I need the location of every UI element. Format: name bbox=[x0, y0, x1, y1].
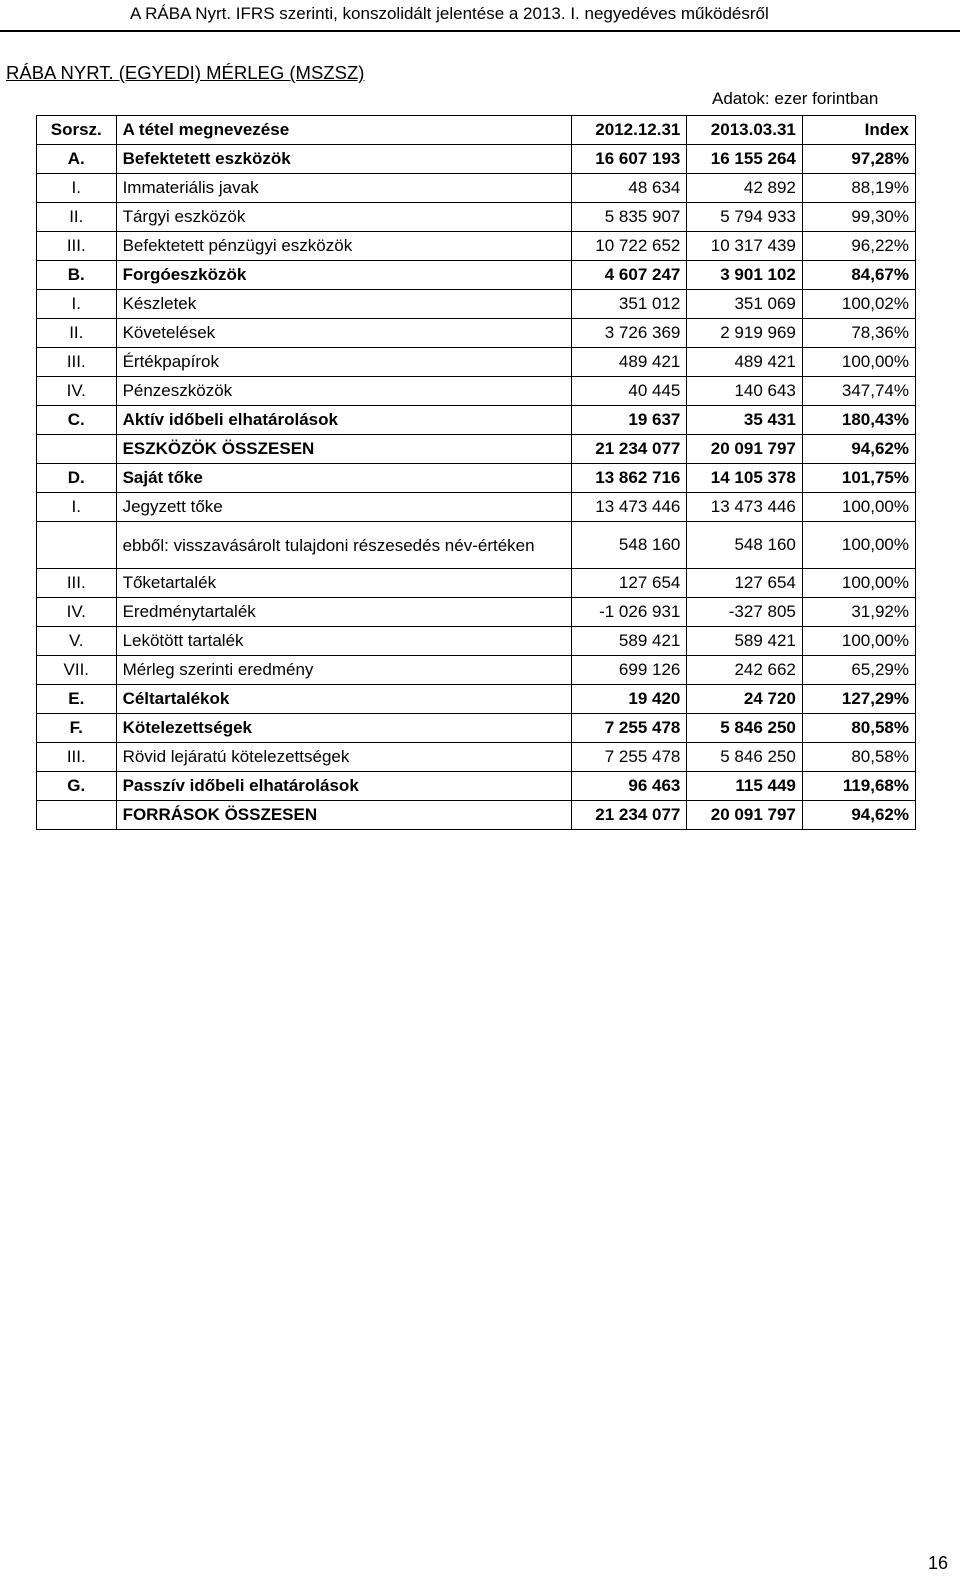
row-value-2013: 5 794 933 bbox=[687, 203, 803, 232]
row-value-2013: 13 473 446 bbox=[687, 493, 803, 522]
row-value-2013: -327 805 bbox=[687, 598, 803, 627]
row-index: 100,02% bbox=[802, 290, 915, 319]
row-index: 78,36% bbox=[802, 319, 915, 348]
row-code bbox=[37, 801, 117, 830]
row-name: Lekötött tartalék bbox=[116, 627, 571, 656]
table-row bbox=[37, 232, 916, 261]
row-value-2012: 10 722 652 bbox=[571, 232, 687, 261]
row-value-2012: 7 255 478 bbox=[571, 714, 687, 743]
row-code bbox=[37, 435, 117, 464]
row-code: III. bbox=[37, 348, 117, 377]
row-code: C. bbox=[37, 406, 117, 435]
row-value-2013: 35 431 bbox=[687, 406, 803, 435]
table-row bbox=[37, 203, 916, 232]
row-index: 347,74% bbox=[802, 377, 915, 406]
row-index: 97,28% bbox=[802, 145, 915, 174]
row-value-2012: 48 634 bbox=[571, 174, 687, 203]
row-value-2013: 14 105 378 bbox=[687, 464, 803, 493]
row-name: ebből: visszavásárolt tulajdoni részesedés név-értéken bbox=[116, 522, 571, 569]
row-index: 100,00% bbox=[802, 348, 915, 377]
row-code: I. bbox=[37, 174, 117, 203]
row-value-2012: 21 234 077 bbox=[571, 435, 687, 464]
row-value-2013: 140 643 bbox=[687, 377, 803, 406]
row-value-2013: 127 654 bbox=[687, 569, 803, 598]
row-index: 100,00% bbox=[802, 493, 915, 522]
row-index: 80,58% bbox=[802, 743, 915, 772]
row-value-2013: 489 421 bbox=[687, 348, 803, 377]
page-number: 16 bbox=[927, 1553, 948, 1573]
table-row bbox=[37, 174, 916, 203]
row-value-2013: 548 160 bbox=[687, 522, 803, 569]
row-code bbox=[37, 522, 117, 569]
row-index: 127,29% bbox=[802, 685, 915, 714]
row-code: A. bbox=[37, 145, 117, 174]
row-name: Befektetett pénzügyi eszközök bbox=[116, 232, 571, 261]
page-title: RÁBA NYRT. (EGYEDI) MÉRLEG (MSZSZ) bbox=[6, 62, 365, 83]
row-name: Rövid lejáratú kötelezettségek bbox=[116, 743, 571, 772]
row-value-2013: 10 317 439 bbox=[687, 232, 803, 261]
table-row bbox=[37, 569, 916, 598]
table-row bbox=[37, 145, 916, 174]
header-col2: 2013.03.31 bbox=[687, 116, 803, 145]
row-value-2012: 7 255 478 bbox=[571, 743, 687, 772]
table-row bbox=[37, 348, 916, 377]
row-value-2013: 2 919 969 bbox=[687, 319, 803, 348]
row-value-2013: 16 155 264 bbox=[687, 145, 803, 174]
row-value-2012: 351 012 bbox=[571, 290, 687, 319]
row-name: Passzív időbeli elhatárolások bbox=[116, 772, 571, 801]
row-name: Eredménytartalék bbox=[116, 598, 571, 627]
row-code: IV. bbox=[37, 377, 117, 406]
row-code: III. bbox=[37, 232, 117, 261]
table-row bbox=[37, 406, 916, 435]
row-code: F. bbox=[37, 714, 117, 743]
row-index: 80,58% bbox=[802, 714, 915, 743]
row-code: I. bbox=[37, 290, 117, 319]
row-index: 119,68% bbox=[802, 772, 915, 801]
row-name: Kötelezettségek bbox=[116, 714, 571, 743]
row-value-2013: 351 069 bbox=[687, 290, 803, 319]
row-value-2012: 489 421 bbox=[571, 348, 687, 377]
header-name: A tétel megnevezése bbox=[116, 116, 571, 145]
row-name: Készletek bbox=[116, 290, 571, 319]
row-code: V. bbox=[37, 627, 117, 656]
row-name: Pénzeszközök bbox=[116, 377, 571, 406]
row-value-2012: 16 607 193 bbox=[571, 145, 687, 174]
row-name: Befektetett eszközök bbox=[116, 145, 571, 174]
row-code: IV. bbox=[37, 598, 117, 627]
table-row bbox=[37, 377, 916, 406]
row-index: 180,43% bbox=[802, 406, 915, 435]
row-name: Mérleg szerinti eredmény bbox=[116, 656, 571, 685]
row-name: Jegyzett tőke bbox=[116, 493, 571, 522]
row-value-2013: 3 901 102 bbox=[687, 261, 803, 290]
row-code: I. bbox=[37, 493, 117, 522]
row-code: E. bbox=[37, 685, 117, 714]
row-index: 96,22% bbox=[802, 232, 915, 261]
row-value-2012: 21 234 077 bbox=[571, 801, 687, 830]
row-value-2013: 589 421 bbox=[687, 627, 803, 656]
row-value-2013: 20 091 797 bbox=[687, 435, 803, 464]
row-value-2012: 4 607 247 bbox=[571, 261, 687, 290]
table-row bbox=[37, 743, 916, 772]
row-value-2013: 24 720 bbox=[687, 685, 803, 714]
table-row bbox=[37, 656, 916, 685]
table-row bbox=[37, 772, 916, 801]
row-value-2013: 5 846 250 bbox=[687, 714, 803, 743]
page-header: A RÁBA Nyrt. IFRS szerinti, konszolidált jelentése a 2013. I. negyedéves működésről bbox=[130, 4, 769, 23]
table-row bbox=[37, 435, 916, 464]
table-header-row bbox=[37, 116, 916, 145]
balance-sheet-table bbox=[36, 115, 916, 830]
row-name: Saját tőke bbox=[116, 464, 571, 493]
row-code: III. bbox=[37, 569, 117, 598]
row-name: FORRÁSOK ÖSSZESEN bbox=[116, 801, 571, 830]
row-name: Aktív időbeli elhatárolások bbox=[116, 406, 571, 435]
row-index: 101,75% bbox=[802, 464, 915, 493]
row-code: D. bbox=[37, 464, 117, 493]
row-name: Tőketartalék bbox=[116, 569, 571, 598]
row-value-2012: 5 835 907 bbox=[571, 203, 687, 232]
row-index: 84,67% bbox=[802, 261, 915, 290]
row-code: II. bbox=[37, 319, 117, 348]
row-value-2012: -1 026 931 bbox=[571, 598, 687, 627]
row-code: II. bbox=[37, 203, 117, 232]
header-code: Sorsz. bbox=[37, 116, 117, 145]
row-value-2012: 13 862 716 bbox=[571, 464, 687, 493]
row-code: B. bbox=[37, 261, 117, 290]
units-note: Adatok: ezer forintban bbox=[712, 89, 879, 108]
row-value-2012: 19 420 bbox=[571, 685, 687, 714]
row-index: 94,62% bbox=[802, 435, 915, 464]
table-row bbox=[37, 493, 916, 522]
row-value-2012: 548 160 bbox=[571, 522, 687, 569]
row-value-2012: 13 473 446 bbox=[571, 493, 687, 522]
table-row bbox=[37, 801, 916, 830]
table-row bbox=[37, 464, 916, 493]
table-row bbox=[37, 685, 916, 714]
row-name: Immateriális javak bbox=[116, 174, 571, 203]
table-row bbox=[37, 714, 916, 743]
table-row bbox=[37, 319, 916, 348]
row-index: 65,29% bbox=[802, 656, 915, 685]
header-rule bbox=[0, 30, 960, 32]
header-col1: 2012.12.31 bbox=[571, 116, 687, 145]
row-value-2012: 3 726 369 bbox=[571, 319, 687, 348]
row-name: Követelések bbox=[116, 319, 571, 348]
row-name: ESZKÖZÖK ÖSSZESEN bbox=[116, 435, 571, 464]
row-value-2012: 96 463 bbox=[571, 772, 687, 801]
row-index: 31,92% bbox=[802, 598, 915, 627]
row-name: Forgóeszközök bbox=[116, 261, 571, 290]
row-index: 100,00% bbox=[802, 569, 915, 598]
row-value-2013: 115 449 bbox=[687, 772, 803, 801]
table-row bbox=[37, 261, 916, 290]
row-code: VII. bbox=[37, 656, 117, 685]
row-value-2013: 5 846 250 bbox=[687, 743, 803, 772]
row-value-2012: 127 654 bbox=[571, 569, 687, 598]
row-value-2013: 20 091 797 bbox=[687, 801, 803, 830]
row-name: Tárgyi eszközök bbox=[116, 203, 571, 232]
table-row bbox=[37, 522, 916, 569]
row-value-2013: 42 892 bbox=[687, 174, 803, 203]
row-value-2012: 40 445 bbox=[571, 377, 687, 406]
row-name: Céltartalékok bbox=[116, 685, 571, 714]
row-value-2012: 699 126 bbox=[571, 656, 687, 685]
row-value-2012: 19 637 bbox=[571, 406, 687, 435]
row-name: Értékpapírok bbox=[116, 348, 571, 377]
header-index: Index bbox=[802, 116, 915, 145]
row-index: 94,62% bbox=[802, 801, 915, 830]
row-value-2012: 589 421 bbox=[571, 627, 687, 656]
row-index: 99,30% bbox=[802, 203, 915, 232]
balance-sheet-body bbox=[37, 116, 916, 830]
table-row bbox=[37, 290, 916, 319]
row-value-2013: 242 662 bbox=[687, 656, 803, 685]
row-index: 100,00% bbox=[802, 522, 915, 569]
row-index: 88,19% bbox=[802, 174, 915, 203]
table-row bbox=[37, 598, 916, 627]
row-code: G. bbox=[37, 772, 117, 801]
row-index: 100,00% bbox=[802, 627, 915, 656]
row-code: III. bbox=[37, 743, 117, 772]
table-row bbox=[37, 627, 916, 656]
